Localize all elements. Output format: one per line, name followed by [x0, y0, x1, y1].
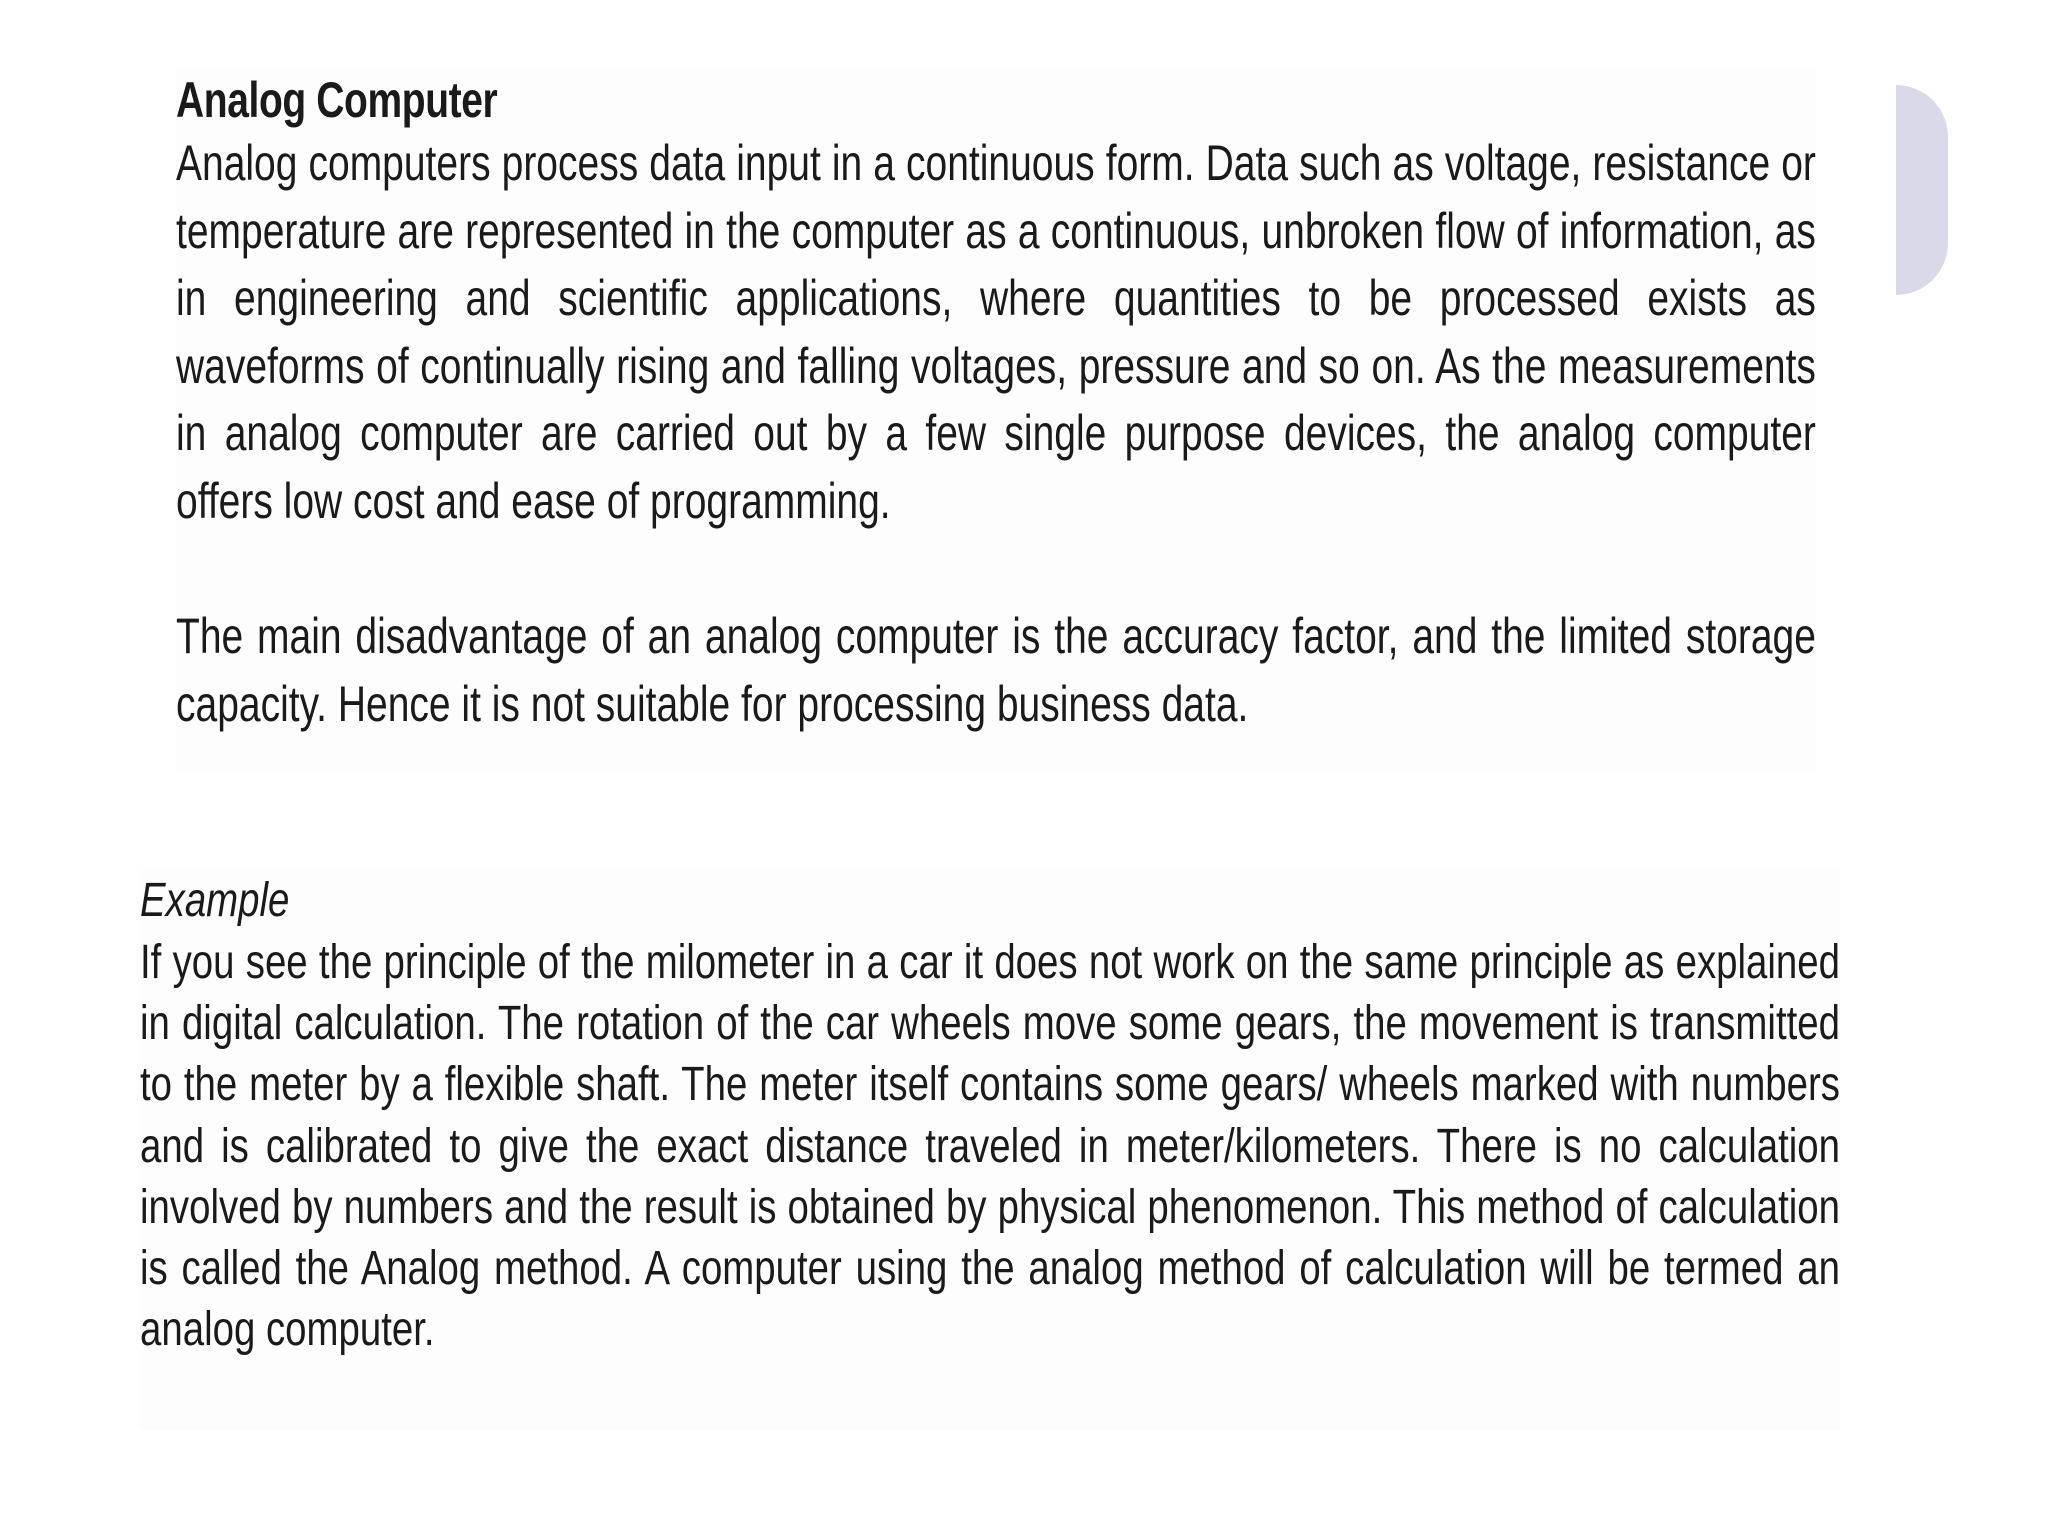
example-label: Example — [140, 874, 290, 927]
decorative-half-circle-shape — [1896, 85, 1948, 295]
analog-description-paragraph: Analog computers process data input in a continuous form. Data such as voltage, resistance or temperature are represented in the computer as a continuous, unbroken flow of information, as in engineering and scientific applications, where quantities to be processed exists as waveforms of continually rising and falling voltages, pressure and so on. As the measurements in analog computer are carried out by a few single purpose devices, the analog computer offers low cost and ease of programming. — [176, 135, 1816, 529]
example-section — [140, 870, 1840, 1430]
example-paragraph: If you see the principle of the milometer in a car it does not work on the same principle as explained in digital calculation. The rotation of the car wheels move some gears, the movement is transmitted to the meter by a flexible shaft. The meter itself contains some gears/ wheels marked with numbers and is calibrated to give the exact distance traveled in meter/kilometers. There is no calculation involved by numbers and the result is obtained by physical phenomenon. This method of calculation is called the Analog method. A computer using the analog method of calculation will be termed an analog computer. — [140, 936, 1840, 1357]
analog-computer-section — [176, 70, 1816, 770]
paragraph-spacer — [176, 535, 1816, 603]
section-heading: Analog Computer — [176, 72, 498, 128]
analog-disadvantage-paragraph: The main disadvantage of an analog computer is the accuracy factor, and the limited storage capacity. Hence it is not suitable for processing business data. — [176, 608, 1816, 732]
